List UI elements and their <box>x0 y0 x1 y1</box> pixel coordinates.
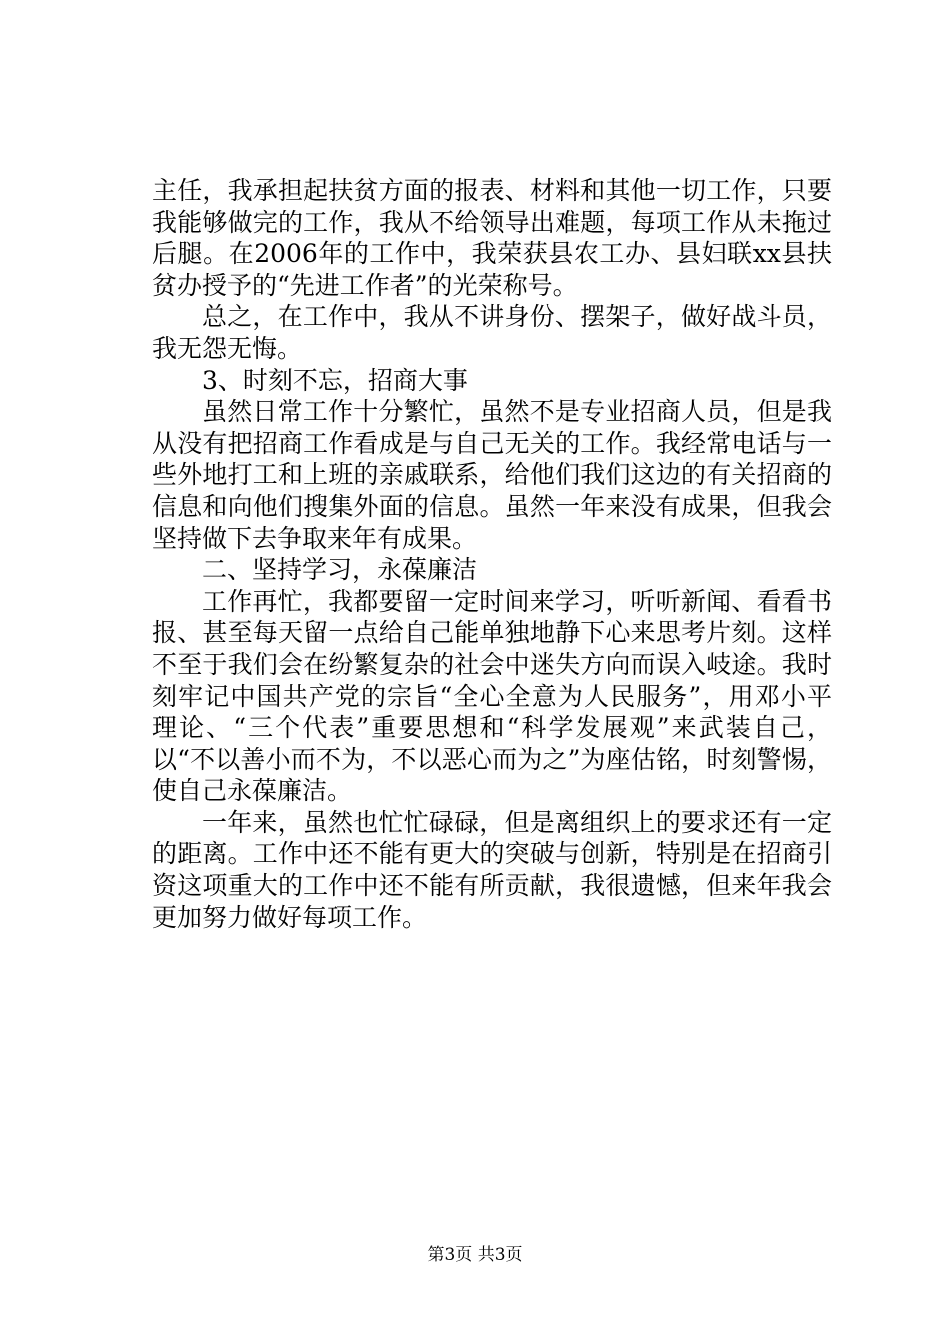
text-line: 报、甚至每天留一点给自己能单独地静下心来思考片刻。这样 <box>152 618 832 648</box>
text-line: 坚持做下去争取来年有成果。 <box>152 523 478 553</box>
text-line: 些外地打工和上班的亲戚联系，给他们我们这边的有关招商的 <box>152 460 832 490</box>
text-line: 我能够做完的工作，我从不给领导出难题，每项工作从未拖过 <box>152 207 832 237</box>
paragraph-start-line: 虽然日常工作十分繁忙，虽然不是专业招商人员，但是我 <box>202 397 832 427</box>
text-line: 资这项重大的工作中还不能有所贡献，我很遗憾，但来年我会 <box>152 871 832 901</box>
page-number-footer: 第3页 共3页 <box>427 1245 523 1265</box>
text-line: 我无怨无悔。 <box>152 333 303 363</box>
document-body <box>152 175 832 933</box>
section-heading: 二、坚持学习，永葆廉洁 <box>202 555 478 585</box>
text-line: 刻牢记中国共产党的宗旨“全心全意为人民服务”，用邓小平 <box>152 681 832 711</box>
section-heading: 3、时刻不忘，招商大事 <box>202 365 468 395</box>
text-line: 从没有把招商工作看成是与自己无关的工作。我经常电话与一 <box>152 428 832 458</box>
text-line: 理论、“三个代表”重要思想和“科学发展观”来武装自己， <box>152 713 832 743</box>
text-line: 贫办授予的“先进工作者”的光荣称号。 <box>152 270 578 300</box>
text-line: 的距离。工作中还不能有更大的突破与创新，特别是在招商引 <box>152 839 832 869</box>
text-line: 使自己永葆廉洁。 <box>152 776 353 806</box>
text-line: 以“不以善小而不为，不以恶心而为之”为座估铭，时刻警惕， <box>152 744 832 774</box>
paragraph-start-line: 一年来，虽然也忙忙碌碌，但是离组织上的要求还有一定 <box>202 807 832 837</box>
text-line: 信息和向他们搜集外面的信息。虽然一年来没有成果，但我会 <box>152 491 832 521</box>
paragraph-start-line: 工作再忙，我都要留一定时间来学习，听听新闻、看看书 <box>202 586 832 616</box>
text-line: 主任，我承担起扶贫方面的报表、材料和其他一切工作，只要 <box>152 176 832 205</box>
text-line: 不至于我们会在纷繁复杂的社会中迷失方向而误入岐途。我时 <box>152 649 832 679</box>
text-line: 后腿。在2006年的工作中，我荣获县农工办、县妇联xx县扶 <box>152 239 832 269</box>
text-line: 更加努力做好每项工作。 <box>152 902 428 932</box>
paragraph-start-line: 总之，在工作中，我从不讲身份、摆架子，做好战斗员， <box>202 302 832 332</box>
